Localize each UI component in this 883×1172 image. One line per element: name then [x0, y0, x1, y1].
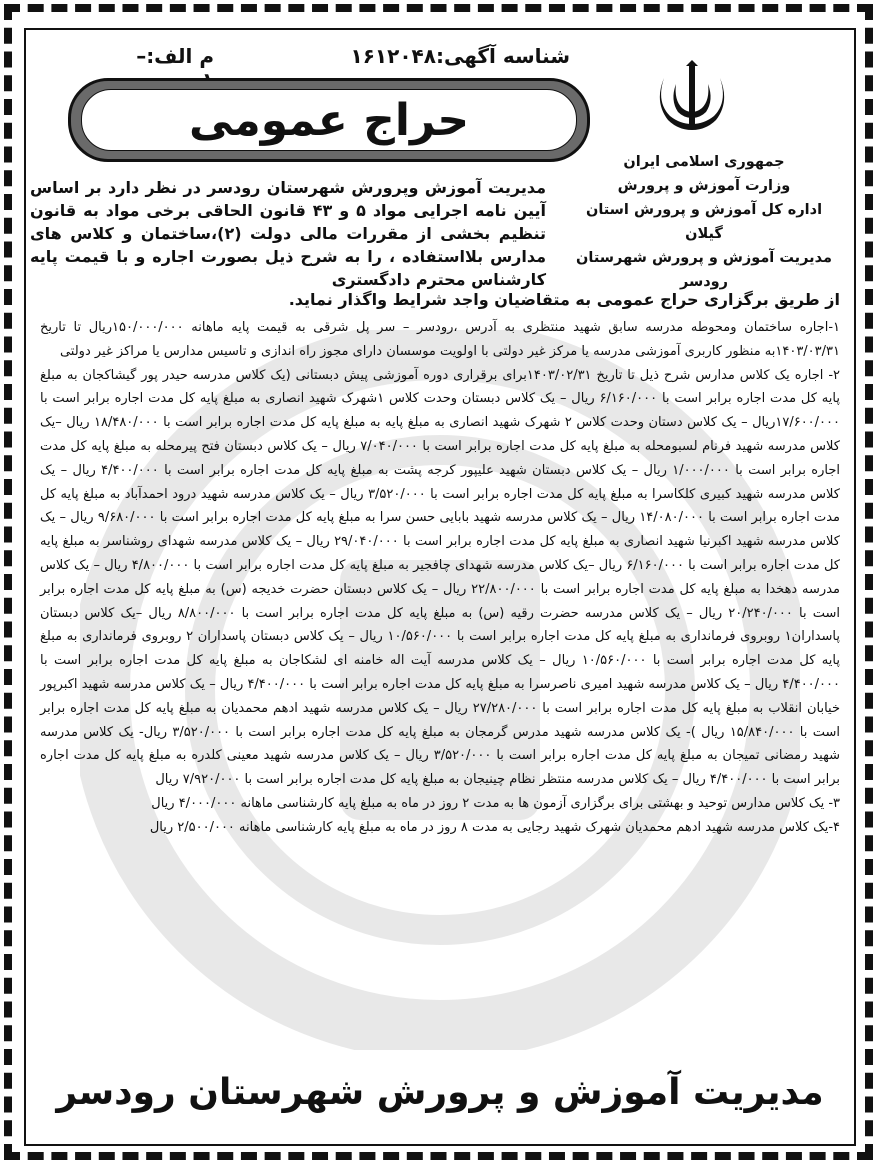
organization-block	[568, 150, 840, 294]
reference-number: م الف:–	[136, 44, 214, 68]
org-line-province: اداره کل آموزش و پرورش استان گیلان	[585, 202, 823, 242]
intro-paragraph: مدیریت آموزش وپرورش شهرستان رودسر در نظر دارد بر اساس آیین نامه اجرایی مواد ۵ و ۴۳ قانون الحاقی برخی مواد به قانون تنظیم بخشی از مقررات مالی دولت (۲)،ساختمان و کلاس های مدارس بلااستفاده ، را به شرح ذیل بصورت اجاره و با قیمت پایه کارشناس محترم دادگستری	[30, 178, 546, 289]
intro-closing: از طریق برگزاری حراج عمومی به متقاضیان واجد شرایط واگذار نماید.	[288, 290, 840, 309]
title-banner	[68, 78, 590, 162]
page-title: حراج عمومی	[188, 94, 470, 146]
org-line-country: جمهوری اسلامی ایران	[623, 154, 785, 170]
items-list	[40, 316, 840, 840]
list-item: ۳- یک کلاس مدارس توحید و بهشتی برای برگزاری آزمون ها به مدت ۲ روز در ماه به مبلغ پایه کارشناسی ماهانه ۴/۰۰۰/۰۰۰ ریال	[151, 795, 840, 811]
ad-code: شناسه آگهی:۱۶۱۲۰۴۸	[350, 44, 570, 68]
list-item: ۱-اجاره ساختمان ومحوطه مدرسه سابق شهید منتظری به آدرس ،رودسر – سر پل شرقی به قیمت پایه ماهانه ۱۵۰/۰۰۰/۰۰۰ریال تا تاریخ ۱۴۰۳/۰۳/۳۱به منظور کاربری آموزشی مدرسه یا مرکز غیر دولتی با اولویت موسسان دارای مجوز راه اندازی و تاسیس مدارس یا مراکز غیر دولتی	[40, 320, 841, 359]
org-line-ministry: وزارت آموزش و پرورش	[617, 178, 791, 194]
iran-emblem-icon	[650, 58, 734, 142]
org-line-county: مدیریت آموزش و پرورش شهرستان رودسر	[576, 250, 832, 290]
list-item: ۴-یک کلاس مدرسه شهید ادهم محمدیان شهرک شهید رجایی به مدت ۸ روز در ماه به مبلغ پایه کارشناسی ماهانه ۲/۵۰۰/۰۰۰ ریال	[149, 819, 840, 835]
title-inner	[81, 89, 577, 151]
list-item: ۲- اجاره یک کلاس مدارس شرح ذیل تا تاریخ ۱۴۰۳/۰۲/۳۱برای برقراری دوره آموزشی پیش دبستانی (یک کلاس مدرسه حیدر پور گیشاکجان به مبلغ پایه کل مدت اجاره برابر است با ۶/۱۶۰/۰۰۰ ریال – یک کلاس دبستان وحدت کلاس ۱شهرک شهید انصاری به مبلغ پایه کل مدت اجاره برابر است با ۱۷/۶۰۰/۰۰۰ریال – یک کلاس دستان وحدت کلاس ۲ شهرک شهید انصاری به مبلغ پایه به مبلغ پایه کل مدت اجاره برابر است با ۱۸/۴۸۰/۰۰۰ ریال –یک کلاس مدرسه شهید فرنام لسبومحله به مبلغ پایه کل مدت اجاره برابر است با ۷/۰۴۰/۰۰۰ ریال – یک کلاس دبستان فتح پیرمحله به مبلغ پایه کل مدت اجاره برابر است با ۱/۰۰۰/۰۰۰ ریال – یک کلاس دبستان شهید علیپور کرجه پشت به مبلغ پایه کل مدت اجاره برابر است با ۴/۴۰۰/۰۰۰ ریال – یک کلاس مدرسه شهید کبیری کلکاسرا به مبلغ پایه کل مدت اجاره برابر است با ۳/۵۲۰/۰۰۰ ریال – یک کلاس مدرسه شهید درود احمدآباد به مبلغ پایه کل مدت اجاره برابر است با ۱۴/۰۸۰/۰۰۰ ریال – یک کلاس مدرسه شهید بابایی حسن سرا به مبلغ پایه کل مدت اجاره برابر است با ۹/۶۸۰/۰۰۰ ریال – یک کلاس مدرسه شهید اکبرنیا شهید انصاری به مبلغ پایه کل مدت اجاره برابر است با ۲۹/۰۴۰/۰۰۰ ریال – یک کلاس مدرسه شهدای روشناسر به مبلغ پایه کل مدت اجاره برابر است با ۶/۱۶۰/۰۰۰ ریال –یک کلاس مدرسه شهدای چافجیر به مبلغ پایه کل مدت اجاره برابر است با ۴/۸۰۰/۰۰۰ ریال – یک کلاس مدرسه دهخدا به مبلغ پایه کل مدت اجاره برابر است با ۲۲/۸۰۰/۰۰۰ ریال – یک کلاس دبستان حضرت خدیجه (س) به مبلغ پایه کل مدت اجاره برابر است با ۲۰/۲۴۰/۰۰۰ ریال – یک کلاس مدرسه حضرت رقیه (س) به مبلغ پایه کل مدت اجاره برابر است با ۸/۸۰۰/۰۰۰ ریال –یک کلاس دبستان پاسداران۱ روبروی فرمانداری به مبلغ پایه کل مدت اجاره برابر است با ۱۰/۵۶۰/۰۰۰ ریال – یک کلاس دبستان پاسداران ۲ روبروی فرمانداری به مبلغ پایه کل مدت اجاره برابر است با ۱۰/۵۶۰/۰۰۰ ریال – یک کلاس مدرسه آیت اله خامنه ای لشکاجان به مبلغ پایه کل مدت اجاره برابر است با ۴/۴۰۰/۰۰۰ ریال – یک کلاس مدرسه شهید امیری ناصرسرا به مبلغ پایه کل مدت اجاره برابر است با ۴/۴۰۰/۰۰۰ ریال – یک کلاس مدرسه شهید اکبرپور خیابان انقلاب به مبلغ پایه کل مدت اجاره برابر است با ۲۷/۲۸۰/۰۰۰ ریال – یک کلاس مدرسه شهید ادهم محمدیان به مبلغ پایه کل مدت اجاره برابر است با ۱۵/۸۴۰/۰۰۰ ریال )- یک کلاس مدرسه شهید مدرس گرمجان به مبلغ پایه کل مدت اجاره برابر است با ۳/۵۲۰/۰۰۰ ریال- یک کلاس مدرسه شهید رمضانی تمیجان به مبلغ پایه کل مدت اجاره برابر است با ۳/۵۲۰/۰۰۰ ریال – یک کلاس مدرسه شهید معینی کلدره به مبلغ پایه کل مدت اجاره برابر است با ۴/۴۰۰/۰۰۰ ریال – یک کلاس مدرسه منتظر نظام چینیجان به مبلغ پایه کل مدت اجاره برابر است با ۷/۹۲۰/۰۰۰ ریال	[40, 367, 840, 788]
footer-signature: مدیریت آموزش و پرورش شهرستان رودسر	[56, 1072, 824, 1113]
